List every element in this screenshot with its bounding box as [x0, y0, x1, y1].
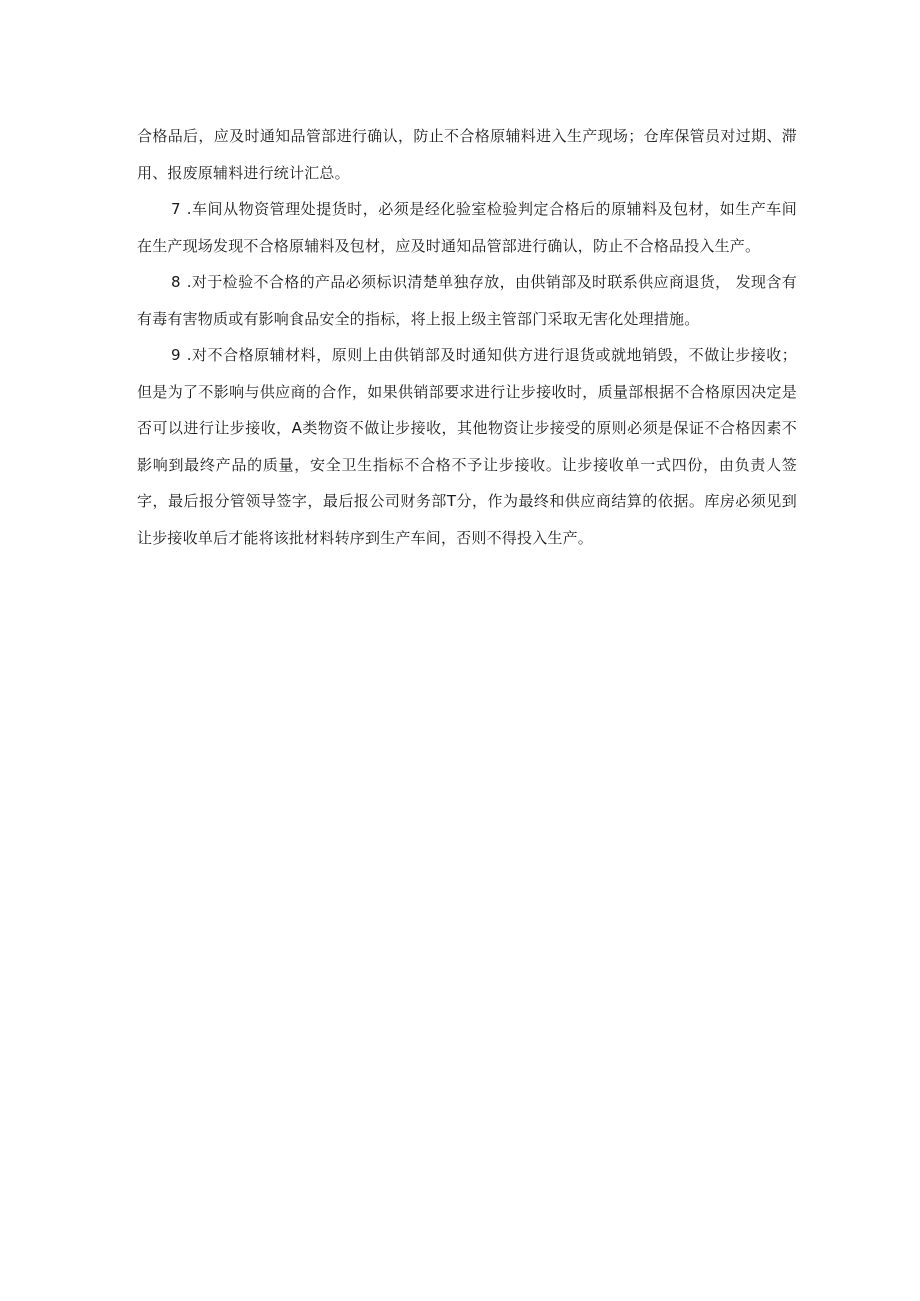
paragraph-text: .车间从物资管理处提货时，必须是经化验室检验判定合格后的原辅料及包材，如生产车间在生产现场发现不合格原辅料及包材，应及时通知品管部进行确认，防止不合格品投入生产。: [137, 200, 797, 255]
paragraph-continuation: [137, 118, 797, 191]
document-body: [137, 118, 797, 556]
paragraph-item-7: [137, 191, 797, 264]
item-number: 9: [171, 346, 181, 364]
item-number: 8: [171, 273, 181, 291]
paragraph-text: .对不合格原辅材料，原则上由供销部及时通知供方进行退货或就地销毁，不做让步接收；但是为了不影响与供应商的合作，如果供销部要求进行让步接收时，质量部根据不合格原因决定是否可以进行让步接收，A类物资不做让步接收，其他物资让步接受的原则必须是保证不合格因素不影响到最终产品的质量，安全卫生指标不合格不予让步接收。让步接收单一式四份，由负责人签字，最后报分管领导签字，最后报公司财务部T分，作为最终和供应商结算的依据。库房必须见到让步接收单后才能将该批材料转序到生产车间，否则不得投入生产。: [137, 346, 797, 547]
paragraph-text: .对于检验不合格的产品必须标识清楚单独存放，由供销部及时联系供应商退货， 发现含有有毒有害物质或有影响食品安全的指标，将上报上级主管部门采取无害化处理措施。: [137, 273, 797, 328]
paragraph-item-9: [137, 337, 797, 556]
item-number: 7: [171, 200, 181, 218]
paragraph-item-8: [137, 264, 797, 337]
paragraph-text: 合格品后，应及时通知品管部进行确认，防止不合格原辅料进入生产现场；仓库保管员对过期、滞用、报废原辅料进行统计汇总。: [137, 127, 797, 182]
